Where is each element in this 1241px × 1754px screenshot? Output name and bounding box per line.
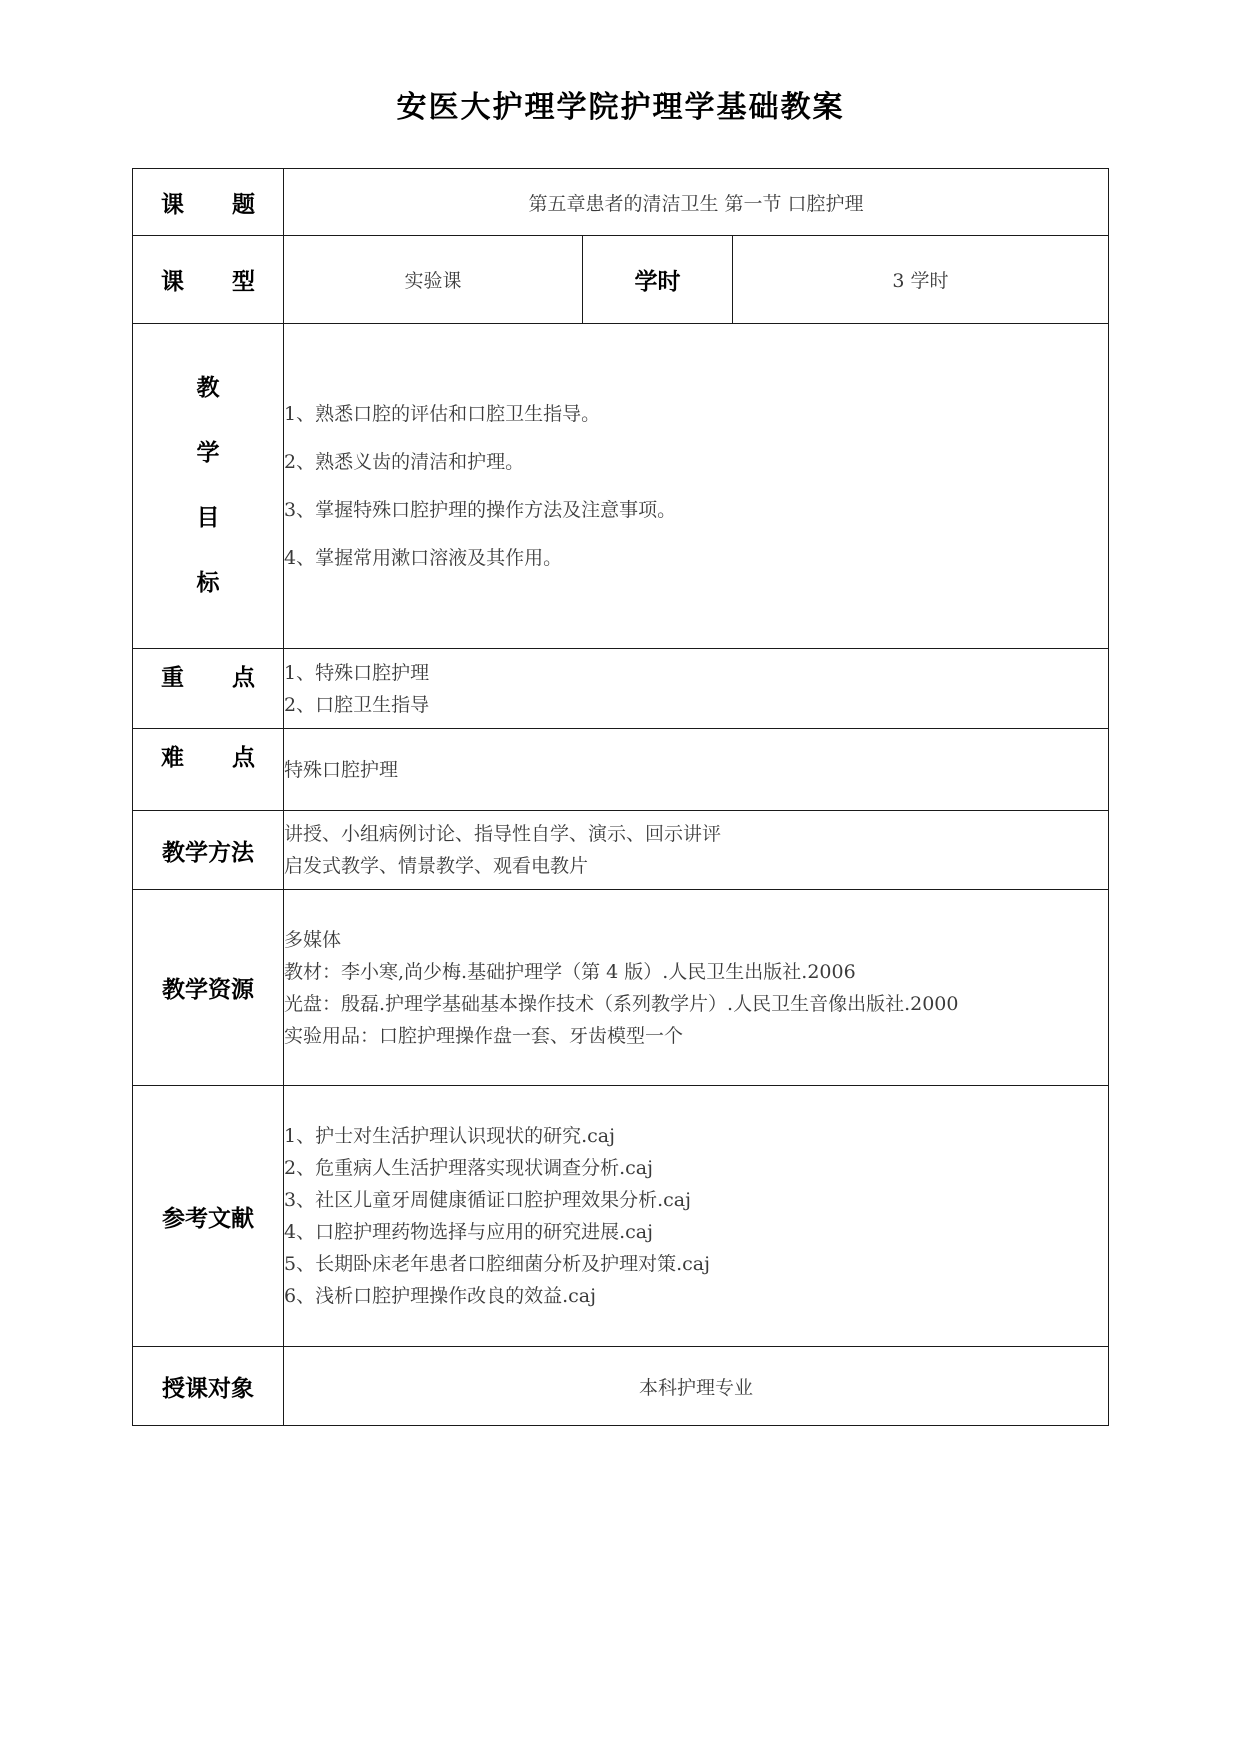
resource-item: 教材：李小寒,尚少梅.基础护理学（第 4 版）.人民卫生出版社.2006 <box>284 960 856 983</box>
method-item: 讲授、小组病例讨论、指导性自学、演示、回示讲评 <box>284 823 722 845</box>
difficulties-value: 特殊口腔护理 <box>284 729 1109 811</box>
objectives-label: 教 学 目 标 <box>133 324 284 649</box>
objective-item: 2、熟悉义齿的清洁和护理。 <box>284 451 525 473</box>
key-points-label: 重 点 <box>133 649 284 729</box>
method-item: 启发式教学、情景教学、观看电教片 <box>284 855 589 877</box>
lesson-plan-table <box>132 168 1109 1426</box>
row-type <box>133 236 1109 324</box>
row-resources <box>133 890 1109 1086</box>
objective-item: 3、掌握特殊口腔护理的操作方法及注意事项。 <box>284 499 677 521</box>
row-audience <box>133 1347 1109 1426</box>
objective-item: 4、掌握常用漱口溶液及其作用。 <box>284 547 563 569</box>
reference-item: 6、浅析口腔护理操作改良的效益.caj <box>284 1285 596 1307</box>
row-key-points <box>133 649 1109 729</box>
hours-label: 学时 <box>583 236 733 324</box>
reference-item: 4、口腔护理药物选择与应用的研究进展.caj <box>284 1221 653 1243</box>
row-methods <box>133 811 1109 890</box>
page-title: 安医大护理学院护理学基础教案 <box>396 90 845 125</box>
reference-item: 1、护士对生活护理认识现状的研究.caj <box>284 1125 615 1147</box>
resource-item: 光盘：殷磊.护理学基础基本操作技术（系列教学片）.人民卫生音像出版社.2000 <box>284 992 959 1015</box>
key-point-item: 1、特殊口腔护理 <box>284 661 430 684</box>
audience-label: 授课对象 <box>133 1347 284 1426</box>
reference-item: 2、危重病人生活护理落实现状调查分析.caj <box>284 1157 653 1179</box>
topic-value: 第五章患者的清洁卫生 第一节 口腔护理 <box>284 169 1109 236</box>
methods-content <box>284 811 1109 890</box>
methods-label: 教学方法 <box>133 811 284 890</box>
audience-value: 本科护理专业 <box>284 1347 1109 1426</box>
row-topic <box>133 169 1109 236</box>
references-content <box>284 1086 1109 1347</box>
topic-label: 课 题 <box>133 169 284 236</box>
difficulties-label: 难 点 <box>133 729 284 811</box>
objectives-content <box>284 324 1109 649</box>
resources-content <box>284 890 1109 1086</box>
row-references <box>133 1086 1109 1347</box>
key-point-item: 2、口腔卫生指导 <box>284 693 430 716</box>
resource-item: 多媒体 <box>284 928 342 951</box>
references-label: 参考文献 <box>133 1086 284 1347</box>
resource-item: 实验用品：口腔护理操作盘一套、牙齿模型一个 <box>284 1024 684 1047</box>
row-difficulties <box>133 729 1109 811</box>
resources-label: 教学资源 <box>133 890 284 1086</box>
hours-value: 3 学时 <box>733 236 1109 324</box>
reference-item: 3、社区儿童牙周健康循证口腔护理效果分析.caj <box>284 1189 691 1211</box>
type-value: 实验课 <box>284 236 583 324</box>
key-points-content <box>284 649 1109 729</box>
row-objectives <box>133 324 1109 649</box>
reference-item: 5、长期卧床老年患者口腔细菌分析及护理对策.caj <box>284 1253 710 1275</box>
objective-item: 1、熟悉口腔的评估和口腔卫生指导。 <box>284 403 601 425</box>
type-label: 课 型 <box>133 236 284 324</box>
